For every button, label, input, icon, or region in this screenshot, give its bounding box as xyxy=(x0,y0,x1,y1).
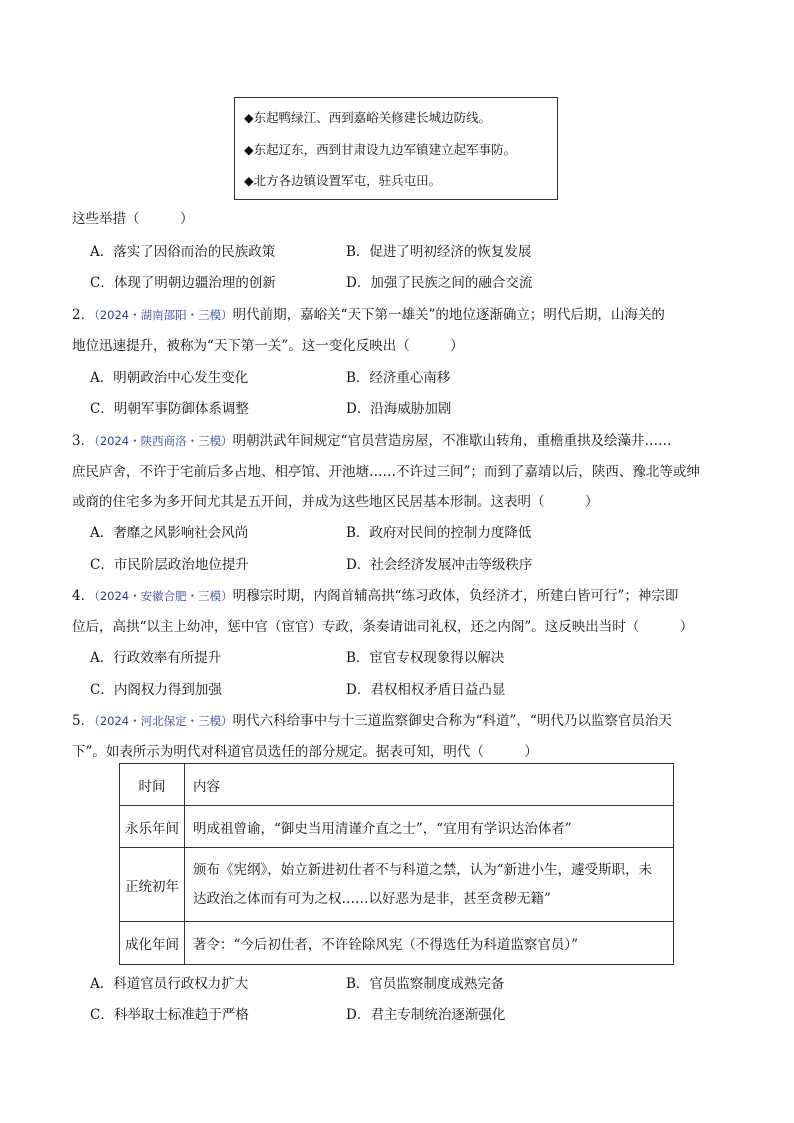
table-row xyxy=(120,922,674,965)
q2-option-b[interactable]: B．经济重心南移 xyxy=(346,370,451,386)
q1-option-c[interactable]: C．体现了明朝边疆治理的创新 xyxy=(90,275,276,291)
q5-line-1 xyxy=(72,709,672,729)
q3-line-2: 庶民庐舍，不许于宅前后多占地、相亭馆、开池塘……不许过三间”；而到了嘉靖以后，陕西、豫北等或绅 xyxy=(72,464,700,480)
q5-text-1: 明代六科给事中与十三道监察御史合称为“科道”，“明代乃以监察官员治天 xyxy=(232,713,672,729)
q2-line-2: 地位迅速提升，被称为“天下第一关”。这一变化反映出（ ） xyxy=(72,338,464,354)
q4-line-1 xyxy=(72,584,678,604)
q2-source: （2024・湖南邵阳・三模） xyxy=(94,308,233,322)
q2-option-d[interactable]: D．沿海威胁加剧 xyxy=(346,401,452,417)
q4-number: 4． xyxy=(72,588,95,604)
q3-option-b[interactable]: B．政府对民间的控制力度降低 xyxy=(346,525,532,541)
measures-box xyxy=(234,97,558,200)
q4-option-d[interactable]: D．君权相权矛盾日益凸显 xyxy=(346,682,506,698)
q2-option-a[interactable]: A．明朝政治中心发生变化 xyxy=(90,370,249,386)
q5-line-2: 下”。如表所示为明代对科道官员选任的部分规定。据表可知，明代（ ） xyxy=(72,744,538,760)
table-cell-content: 明成祖曾谕，“御史当用清谨介直之士”，“宜用有学识达治体者” xyxy=(185,806,674,848)
q5-number: 5． xyxy=(72,713,95,729)
q5-source: （2024・河北保定・三模） xyxy=(94,714,233,728)
q3-option-c[interactable]: C．市民阶层政治地位提升 xyxy=(90,557,249,573)
q3-line-1 xyxy=(72,429,672,449)
q3-text-1: 明朝洪武年间规定“官员营造房屋，不准歇山转角，重檐重拱及绘藻井…… xyxy=(232,433,672,449)
q3-number: 3． xyxy=(72,433,95,449)
q3-option-a[interactable]: A．奢靡之风影响社会风尚 xyxy=(90,525,249,541)
table-cell-time: 成化年间 xyxy=(120,922,185,965)
box-line-1: ◆东起鸭绿江、西到嘉峪关修建长城边防线。 xyxy=(244,110,492,125)
selection-rules-table xyxy=(119,763,674,965)
q3-option-d[interactable]: D．社会经济发展冲击等级秩序 xyxy=(346,557,533,573)
q4-source: （2024・安徽合肥・三模） xyxy=(94,589,233,603)
q4-option-c[interactable]: C．内阁权力得到加强 xyxy=(90,682,222,698)
q4-line-2: 位后，高拱“以主上幼冲，惩中官（宦官）专政，条奏请诎司礼权，还之内阁”。这反映出当时（ ） xyxy=(72,619,694,635)
box-line-3: ◆北方各边镇设置军屯，驻兵屯田。 xyxy=(244,173,442,188)
table-header-time: 时间 xyxy=(120,764,185,806)
q4-text-1: 明穆宗时期，内阁首辅高拱“练习政体，负经济才，所建白皆可行”；神宗即 xyxy=(232,588,679,604)
q1-option-d[interactable]: D．加强了民族之间的融合交流 xyxy=(346,275,533,291)
q2-option-c[interactable]: C．明朝军事防御体系调整 xyxy=(90,401,249,417)
q5-option-d[interactable]: D．君主专制统治逐渐强化 xyxy=(346,1007,506,1023)
table-row xyxy=(120,848,674,922)
q1-option-a[interactable]: A．落实了因俗而治的民族政策 xyxy=(90,244,276,260)
table-header-content: 内容 xyxy=(185,764,674,806)
table-cell-content: 著令：“今后初仕者，不许铨除风宪（不得选任为科道监察官员）” xyxy=(185,922,674,965)
q4-option-a[interactable]: A．行政效率有所提升 xyxy=(90,650,222,666)
q1-option-b[interactable]: B．促进了明初经济的恢复发展 xyxy=(346,244,532,260)
q5-option-b[interactable]: B．官员监察制度成熟完备 xyxy=(346,976,505,992)
table-row xyxy=(120,806,674,848)
q3-source: （2024・陕西商洛・三模） xyxy=(94,434,233,448)
q2-text-1: 明代前期，嘉峪关“天下第一雄关”的地位逐渐确立；明代后期，山海关的 xyxy=(232,307,665,323)
q2-number: 2． xyxy=(72,307,95,323)
box-line-2: ◆东起辽东，西到甘肃设九边军镇建立起军事防。 xyxy=(244,142,517,157)
q3-line-3: 或商的住宅多为多开间尤其是五开间，并成为这些地区民居基本形制。这表明（ ） xyxy=(72,494,599,510)
q5-option-a[interactable]: A．科道官员行政权力扩大 xyxy=(90,976,249,992)
q4-option-b[interactable]: B．宦官专权现象得以解决 xyxy=(346,650,505,666)
table-cell-content: 颁布《宪纲》，始立新进初仕者不与科道之禁，认为“新进小生，遽受斯职，未达政治之体而有可为之权……以好恶为是非，甚至贪秽无籍” xyxy=(185,848,674,922)
table-cell-time: 正统初年 xyxy=(120,848,185,922)
q1-stem: 这些举措（ ） xyxy=(72,211,194,227)
q2-line-1 xyxy=(72,303,665,323)
table-header-row xyxy=(120,764,674,806)
table-cell-time: 永乐年间 xyxy=(120,806,185,848)
q5-option-c[interactable]: C．科举取士标准趋于严格 xyxy=(90,1007,249,1023)
